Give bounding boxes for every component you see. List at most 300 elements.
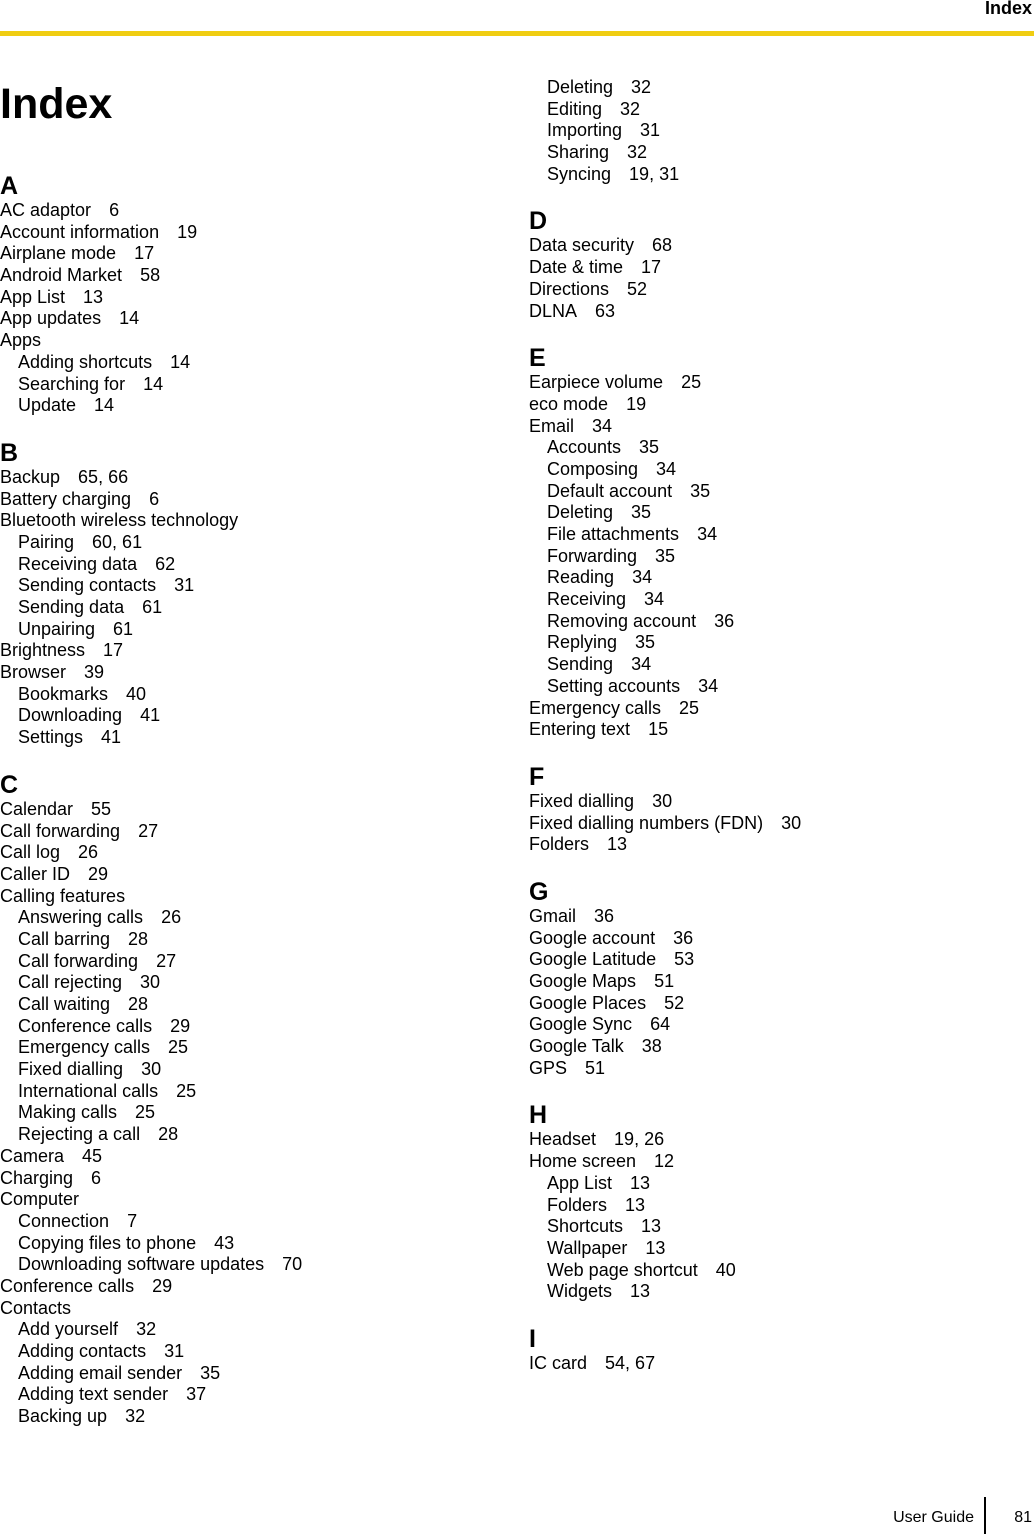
entry-term: Sending data: [18, 597, 125, 617]
index-subentry: [0, 972, 500, 994]
entry-page-link[interactable]: 35: [690, 480, 711, 501]
section-letter: C: [0, 770, 19, 799]
index-subentry: [0, 1319, 500, 1341]
entry-page-link[interactable]: 55: [91, 798, 112, 819]
entry-page-link[interactable]: 32: [125, 1406, 146, 1427]
index-entry: [529, 394, 1029, 416]
entry-term: AC adaptor: [0, 200, 92, 220]
entry-term: Widgets: [547, 1281, 613, 1302]
index-section: [0, 172, 500, 417]
entry-page-link[interactable]: 35: [200, 1362, 221, 1383]
entry-page-link[interactable]: 34: [698, 675, 719, 696]
entry-page-link[interactable]: 32: [136, 1319, 157, 1340]
index-subentry: [0, 705, 500, 727]
entry-page-link[interactable]: 51: [585, 1057, 606, 1078]
entry-page-link[interactable]: 34: [656, 458, 677, 479]
entry-term: eco mode: [529, 393, 609, 414]
index-column-right: [529, 77, 1029, 1397]
entry-page-link[interactable]: 45: [82, 1145, 103, 1166]
entry-term: Downloading software updates: [18, 1254, 265, 1275]
entry-term: Settings: [18, 727, 84, 748]
index-entry: [0, 1276, 500, 1298]
entry-term: Browser: [0, 662, 67, 683]
entry-page-link[interactable]: 25: [135, 1102, 156, 1123]
header-rule: [0, 31, 1034, 36]
entry-page-link[interactable]: 34: [697, 524, 718, 544]
entry-term: Syncing: [547, 163, 612, 184]
entry-term: IC card: [529, 1352, 588, 1373]
index-entry: [0, 886, 500, 908]
index-section: [529, 878, 1029, 1080]
entry-page-link[interactable]: 13: [625, 1194, 646, 1215]
index-entry: [0, 662, 500, 684]
index-subentry: [529, 1216, 1029, 1238]
entry-term: Connection: [18, 1210, 110, 1231]
entry-term: Android Market: [0, 265, 123, 286]
entry-term: Airplane mode: [0, 243, 117, 264]
entry-page-link[interactable]: 19: [177, 221, 198, 242]
index-entry: [0, 1298, 500, 1320]
entry-term: Call log: [0, 842, 61, 863]
index-entry: [529, 235, 1029, 257]
index-subentry: [529, 676, 1029, 698]
entry-page-link[interactable]: 52: [627, 278, 648, 299]
index-entry: [529, 906, 1029, 928]
entry-page-link[interactable]: 29: [170, 1015, 191, 1036]
entry-page-link[interactable]: 35: [655, 545, 676, 566]
entry-page-link[interactable]: 41: [140, 705, 161, 726]
index-subentry: [529, 611, 1029, 633]
entry-page-link[interactable]: 13: [630, 1172, 651, 1193]
running-header-title: Index: [984, 0, 1032, 18]
entry-page-link[interactable]: 19, 26: [614, 1129, 665, 1150]
entry-term: Downloading: [18, 705, 123, 726]
index-subentry: [0, 575, 500, 597]
entry-page-link[interactable]: 60, 61: [92, 531, 143, 552]
index-entry: [529, 416, 1029, 438]
entry-term: Adding email sender: [18, 1362, 183, 1383]
entry-term: Fixed dialling: [529, 790, 635, 811]
entry-page-link[interactable]: 26: [78, 842, 99, 863]
entry-term: Unpairing: [18, 618, 96, 639]
entry-term: Google Latitude: [529, 949, 657, 970]
entry-page-link[interactable]: 27: [156, 950, 177, 971]
index-subentry: [529, 524, 1029, 546]
index-subentry: [529, 1260, 1029, 1282]
entry-term: Answering calls: [18, 907, 144, 928]
entry-term: Wallpaper: [547, 1237, 628, 1258]
entry-term: Google account: [529, 927, 656, 948]
entry-page-link[interactable]: 12: [654, 1151, 675, 1172]
entry-page-link[interactable]: 36: [714, 610, 735, 631]
entry-page-link[interactable]: 30: [781, 812, 802, 833]
entry-term: Battery charging: [0, 488, 132, 509]
entry-term: Call forwarding: [0, 820, 121, 841]
entry-term: App updates: [0, 308, 102, 329]
entry-page-link[interactable]: 29: [152, 1275, 173, 1296]
entry-term: Bluetooth wireless technology: [0, 510, 239, 531]
entry-term: Fixed dialling: [18, 1059, 124, 1080]
index-entry: [0, 864, 500, 886]
entry-page-link[interactable]: 31: [640, 120, 661, 141]
index-subentry: [529, 1238, 1029, 1260]
entry-term: Bookmarks: [18, 683, 109, 704]
entry-term: Home screen: [529, 1151, 637, 1172]
entry-term: Sending: [547, 654, 614, 675]
index-entry: [0, 1168, 500, 1190]
index-subentry: [0, 1341, 500, 1363]
entry-term: Composing: [547, 458, 639, 479]
entry-term: Calling features: [0, 885, 126, 906]
index-entry: [0, 287, 500, 309]
index-subentry: [0, 1081, 500, 1103]
entry-page-link[interactable]: 40: [715, 1259, 736, 1280]
index-subentry: [0, 395, 500, 417]
index-subentry: [529, 120, 1029, 142]
entry-term: Gmail: [529, 905, 577, 926]
entry-page-link[interactable]: 58: [140, 265, 161, 286]
section-letter: F: [529, 762, 545, 791]
entry-page-link[interactable]: 36: [594, 905, 615, 926]
index-subentry: [0, 1406, 500, 1428]
section-letter: H: [529, 1101, 548, 1130]
entry-page-link[interactable]: 14: [170, 351, 191, 372]
index-entry: [529, 993, 1029, 1015]
footer-page-number: 81: [1014, 1509, 1032, 1526]
index-subentry: [529, 1173, 1029, 1195]
entry-term: Sharing: [547, 142, 610, 163]
index-subentry: [0, 1363, 500, 1385]
index-subentry: [529, 654, 1029, 676]
index-subentry: [0, 907, 500, 929]
index-subentry: [0, 352, 500, 374]
section-letter: A: [0, 172, 19, 200]
index-entry: [0, 510, 500, 532]
index-entry: [0, 222, 500, 244]
index-subentry: [0, 727, 500, 749]
entry-term: Camera: [0, 1145, 65, 1166]
entry-page-link[interactable]: 51: [654, 971, 675, 991]
entry-term: Apps: [0, 330, 42, 351]
entry-page-link[interactable]: 13: [83, 286, 104, 307]
entry-term: Editing: [547, 98, 603, 119]
index-entry: [0, 640, 500, 662]
entry-term: Copying files to phone: [18, 1232, 197, 1253]
index-entry: [529, 928, 1029, 950]
entry-term: Call barring: [18, 928, 111, 949]
entry-term: Brightness: [0, 640, 86, 661]
entry-page-link[interactable]: 29: [88, 863, 109, 884]
index-subentry: [529, 164, 1029, 186]
entry-term: Forwarding: [547, 545, 638, 566]
entry-page-link[interactable]: 34: [631, 654, 652, 675]
section-letter: G: [529, 877, 549, 906]
entry-page-link[interactable]: 30: [141, 1059, 162, 1080]
entry-term: Receiving: [547, 589, 627, 610]
index-section: [0, 439, 500, 749]
entry-page-link[interactable]: 25: [679, 697, 700, 718]
index-subentry: [0, 1102, 500, 1124]
index-subentry: [529, 502, 1029, 524]
index-entry: [529, 1353, 1029, 1375]
entry-page-link[interactable]: 25: [168, 1037, 189, 1058]
section-letter: E: [529, 344, 546, 373]
index-subentry: [0, 1384, 500, 1406]
entry-term: Default account: [547, 480, 673, 501]
entry-page-link[interactable]: 38: [641, 1036, 662, 1057]
entry-term: Date & time: [529, 257, 624, 278]
index-entry: [0, 489, 500, 511]
index-entry: [529, 834, 1029, 856]
index-entry: [529, 1058, 1029, 1080]
index-entry: [529, 971, 1029, 993]
entry-term: Rejecting a call: [18, 1124, 141, 1145]
entry-term: Shortcuts: [547, 1216, 624, 1237]
entry-term: App List: [547, 1172, 613, 1193]
index-entry: [0, 265, 500, 287]
entry-term: Computer: [0, 1189, 80, 1210]
entry-page-link[interactable]: 70: [282, 1254, 303, 1275]
entry-page-link[interactable]: 19: [626, 393, 647, 414]
index-subentry: [0, 554, 500, 576]
index-subentry: [0, 1059, 500, 1081]
entry-term: Backup: [0, 466, 61, 487]
entry-term: Importing: [547, 120, 623, 141]
entry-page-link[interactable]: 63: [595, 300, 616, 321]
entry-term: Web page shortcut: [547, 1259, 698, 1280]
entry-page-link[interactable]: 17: [134, 243, 155, 264]
entry-term: DLNA: [529, 300, 578, 321]
section-letter: B: [0, 438, 19, 467]
entry-term: Google Places: [529, 992, 647, 1013]
entry-term: Calendar: [0, 798, 74, 819]
entry-page-link[interactable]: 30: [140, 972, 161, 993]
entry-page-link[interactable]: 35: [639, 437, 660, 458]
entry-page-link[interactable]: 28: [128, 928, 149, 949]
index-subentry: [0, 532, 500, 554]
entry-page-link[interactable]: 52: [664, 992, 685, 1013]
entry-page-link[interactable]: 30: [652, 790, 673, 811]
entry-page-link[interactable]: 6: [91, 1167, 102, 1188]
entry-term: Accounts: [547, 437, 622, 458]
entry-term: Removing account: [547, 610, 697, 631]
entry-page-link[interactable]: 25: [681, 372, 702, 393]
index-subentry: [0, 619, 500, 641]
entry-term: Add yourself: [18, 1319, 119, 1340]
index-entry: [529, 1014, 1029, 1036]
index-subentry: [0, 994, 500, 1016]
index-subentry: [0, 1211, 500, 1233]
entry-page-link[interactable]: 65, 66: [78, 466, 129, 487]
index-entry: [0, 842, 500, 864]
entry-term: Entering text: [529, 719, 631, 740]
entry-term: Caller ID: [0, 863, 71, 884]
index-subentry: [529, 77, 1029, 99]
entry-term: Fixed dialling numbers (FDN): [529, 812, 764, 833]
index-entry: [0, 330, 500, 352]
entry-term: Email: [529, 415, 575, 436]
entry-term: Contacts: [0, 1297, 72, 1318]
index-section: [529, 207, 1029, 322]
index-section: [529, 1101, 1029, 1303]
entry-page-link[interactable]: 37: [186, 1384, 207, 1405]
entry-term: Making calls: [18, 1102, 118, 1123]
index-subentry: [0, 1124, 500, 1146]
entry-page-link[interactable]: 54, 67: [605, 1352, 656, 1373]
index-subentry: [0, 597, 500, 619]
index-entry: [0, 467, 500, 489]
entry-page-link[interactable]: 13: [645, 1237, 666, 1258]
entry-term: Adding shortcuts: [18, 351, 153, 372]
index-entry: [529, 813, 1029, 835]
entry-page-link[interactable]: 7: [127, 1210, 138, 1231]
entry-page-link[interactable]: 6: [109, 200, 120, 220]
entry-page-link[interactable]: 35: [635, 632, 656, 653]
entry-page-link[interactable]: 28: [128, 994, 149, 1014]
entry-page-link[interactable]: 40: [126, 683, 147, 704]
index-entry: [0, 1189, 500, 1211]
index-subentry: [0, 1037, 500, 1059]
index-entry: [0, 799, 500, 821]
entry-term: Folders: [547, 1194, 608, 1215]
entry-page-link[interactable]: 64: [650, 1014, 671, 1035]
entry-page-link[interactable]: 17: [641, 257, 662, 278]
section-letter: D: [529, 207, 548, 236]
entry-page-link[interactable]: 31: [174, 575, 195, 596]
entry-page-link[interactable]: 32: [631, 77, 652, 97]
entry-term: Sending contacts: [18, 575, 157, 596]
entry-page-link[interactable]: 14: [143, 373, 164, 394]
index-section: [0, 771, 500, 1428]
index-entry: [0, 200, 500, 222]
index-column-left: [0, 170, 500, 1450]
index-entry: [529, 372, 1029, 394]
index-entry: [0, 1146, 500, 1168]
entry-page-link[interactable]: 14: [94, 395, 115, 416]
entry-page-link[interactable]: 26: [161, 907, 182, 928]
entry-term: Update: [18, 395, 77, 416]
entry-page-link[interactable]: 31: [164, 1341, 185, 1361]
entry-term: Data security: [529, 235, 635, 256]
index-subentry: [529, 99, 1029, 121]
entry-page-link[interactable]: 53: [674, 949, 695, 970]
index-entry: [529, 698, 1029, 720]
index-subentry: [529, 589, 1029, 611]
footer-separator: [984, 1497, 986, 1534]
index-subentry: [529, 437, 1029, 459]
entry-page-link[interactable]: 28: [158, 1124, 179, 1145]
entry-term: Adding text sender: [18, 1384, 169, 1405]
entry-term: Charging: [0, 1167, 74, 1188]
entry-term: Adding contacts: [18, 1341, 147, 1361]
entry-term: Earpiece volume: [529, 372, 664, 393]
index-subentry: [529, 1281, 1029, 1303]
entry-page-link[interactable]: 35: [631, 502, 652, 523]
footer-guide-label: User Guide: [893, 1509, 974, 1526]
entry-term: International calls: [18, 1080, 159, 1101]
entry-page-link[interactable]: 34: [632, 567, 653, 588]
index-entry: [529, 791, 1029, 813]
index-section: [529, 344, 1029, 741]
entry-page-link[interactable]: 62: [155, 553, 176, 574]
section-letter: I: [529, 1324, 536, 1353]
entry-term: Searching for: [18, 373, 126, 394]
index-section: [529, 763, 1029, 856]
entry-page-link[interactable]: 13: [641, 1216, 662, 1237]
index-section: [529, 1325, 1029, 1375]
entry-term: Call rejecting: [18, 972, 123, 993]
page-title: Index: [0, 80, 113, 128]
index-entry: [529, 949, 1029, 971]
entry-term: Account information: [0, 221, 160, 242]
entry-page-link[interactable]: 25: [176, 1080, 197, 1101]
index-subentry: [529, 546, 1029, 568]
entry-page-link[interactable]: 14: [119, 308, 140, 329]
entry-term: Backing up: [18, 1406, 108, 1427]
entry-page-link[interactable]: 34: [644, 589, 665, 610]
entry-term: Pairing: [18, 531, 75, 552]
entry-term: Conference calls: [18, 1015, 153, 1036]
entry-term: File attachments: [547, 524, 680, 544]
index-subentry: [0, 684, 500, 706]
entry-page-link[interactable]: 27: [138, 820, 159, 841]
entry-page-link[interactable]: 32: [627, 142, 648, 163]
index-entry: [0, 821, 500, 843]
index-subentry: [529, 142, 1029, 164]
index-subentry: [529, 481, 1029, 503]
entry-page-link[interactable]: 6: [149, 488, 160, 509]
index-entry: [0, 308, 500, 330]
entry-page-link[interactable]: 36: [673, 927, 694, 948]
entry-page-link[interactable]: 13: [630, 1281, 651, 1302]
entry-term: Deleting: [547, 502, 614, 523]
entry-page-link[interactable]: 39: [84, 662, 105, 683]
entry-term: Folders: [529, 834, 590, 855]
entry-page-link[interactable]: 61: [142, 597, 163, 617]
index-subentry: [529, 632, 1029, 654]
entry-term: Conference calls: [0, 1275, 135, 1296]
entry-term: GPS: [529, 1057, 568, 1078]
entry-page-link[interactable]: 43: [214, 1232, 235, 1253]
index-subentry: [0, 1254, 500, 1276]
entry-page-link[interactable]: 61: [113, 618, 134, 639]
entry-page-link[interactable]: 13: [607, 834, 628, 855]
index-subentry: [0, 1233, 500, 1255]
entry-term: Google Sync: [529, 1014, 633, 1035]
entry-page-link[interactable]: 34: [592, 415, 613, 436]
entry-page-link[interactable]: 41: [101, 727, 122, 748]
entry-term: Emergency calls: [529, 697, 662, 718]
entry-term: Google Talk: [529, 1036, 624, 1057]
index-entry: [529, 257, 1029, 279]
entry-page-link[interactable]: 15: [648, 719, 669, 740]
index-entry: [0, 243, 500, 265]
entry-page-link[interactable]: 68: [652, 235, 673, 256]
entry-term: Emergency calls: [18, 1037, 151, 1058]
index-entry: [529, 301, 1029, 323]
index-subentry: [0, 374, 500, 396]
index-entry: [529, 719, 1029, 741]
entry-page-link[interactable]: 32: [620, 98, 641, 119]
entry-term: Headset: [529, 1129, 597, 1150]
index-entry: [529, 279, 1029, 301]
index-subentry: [529, 1195, 1029, 1217]
entry-page-link[interactable]: 17: [103, 640, 124, 661]
entry-page-link[interactable]: 19, 31: [629, 163, 680, 184]
index-subentry: [529, 567, 1029, 589]
index-section: [529, 77, 1029, 185]
index-entry: [529, 1036, 1029, 1058]
